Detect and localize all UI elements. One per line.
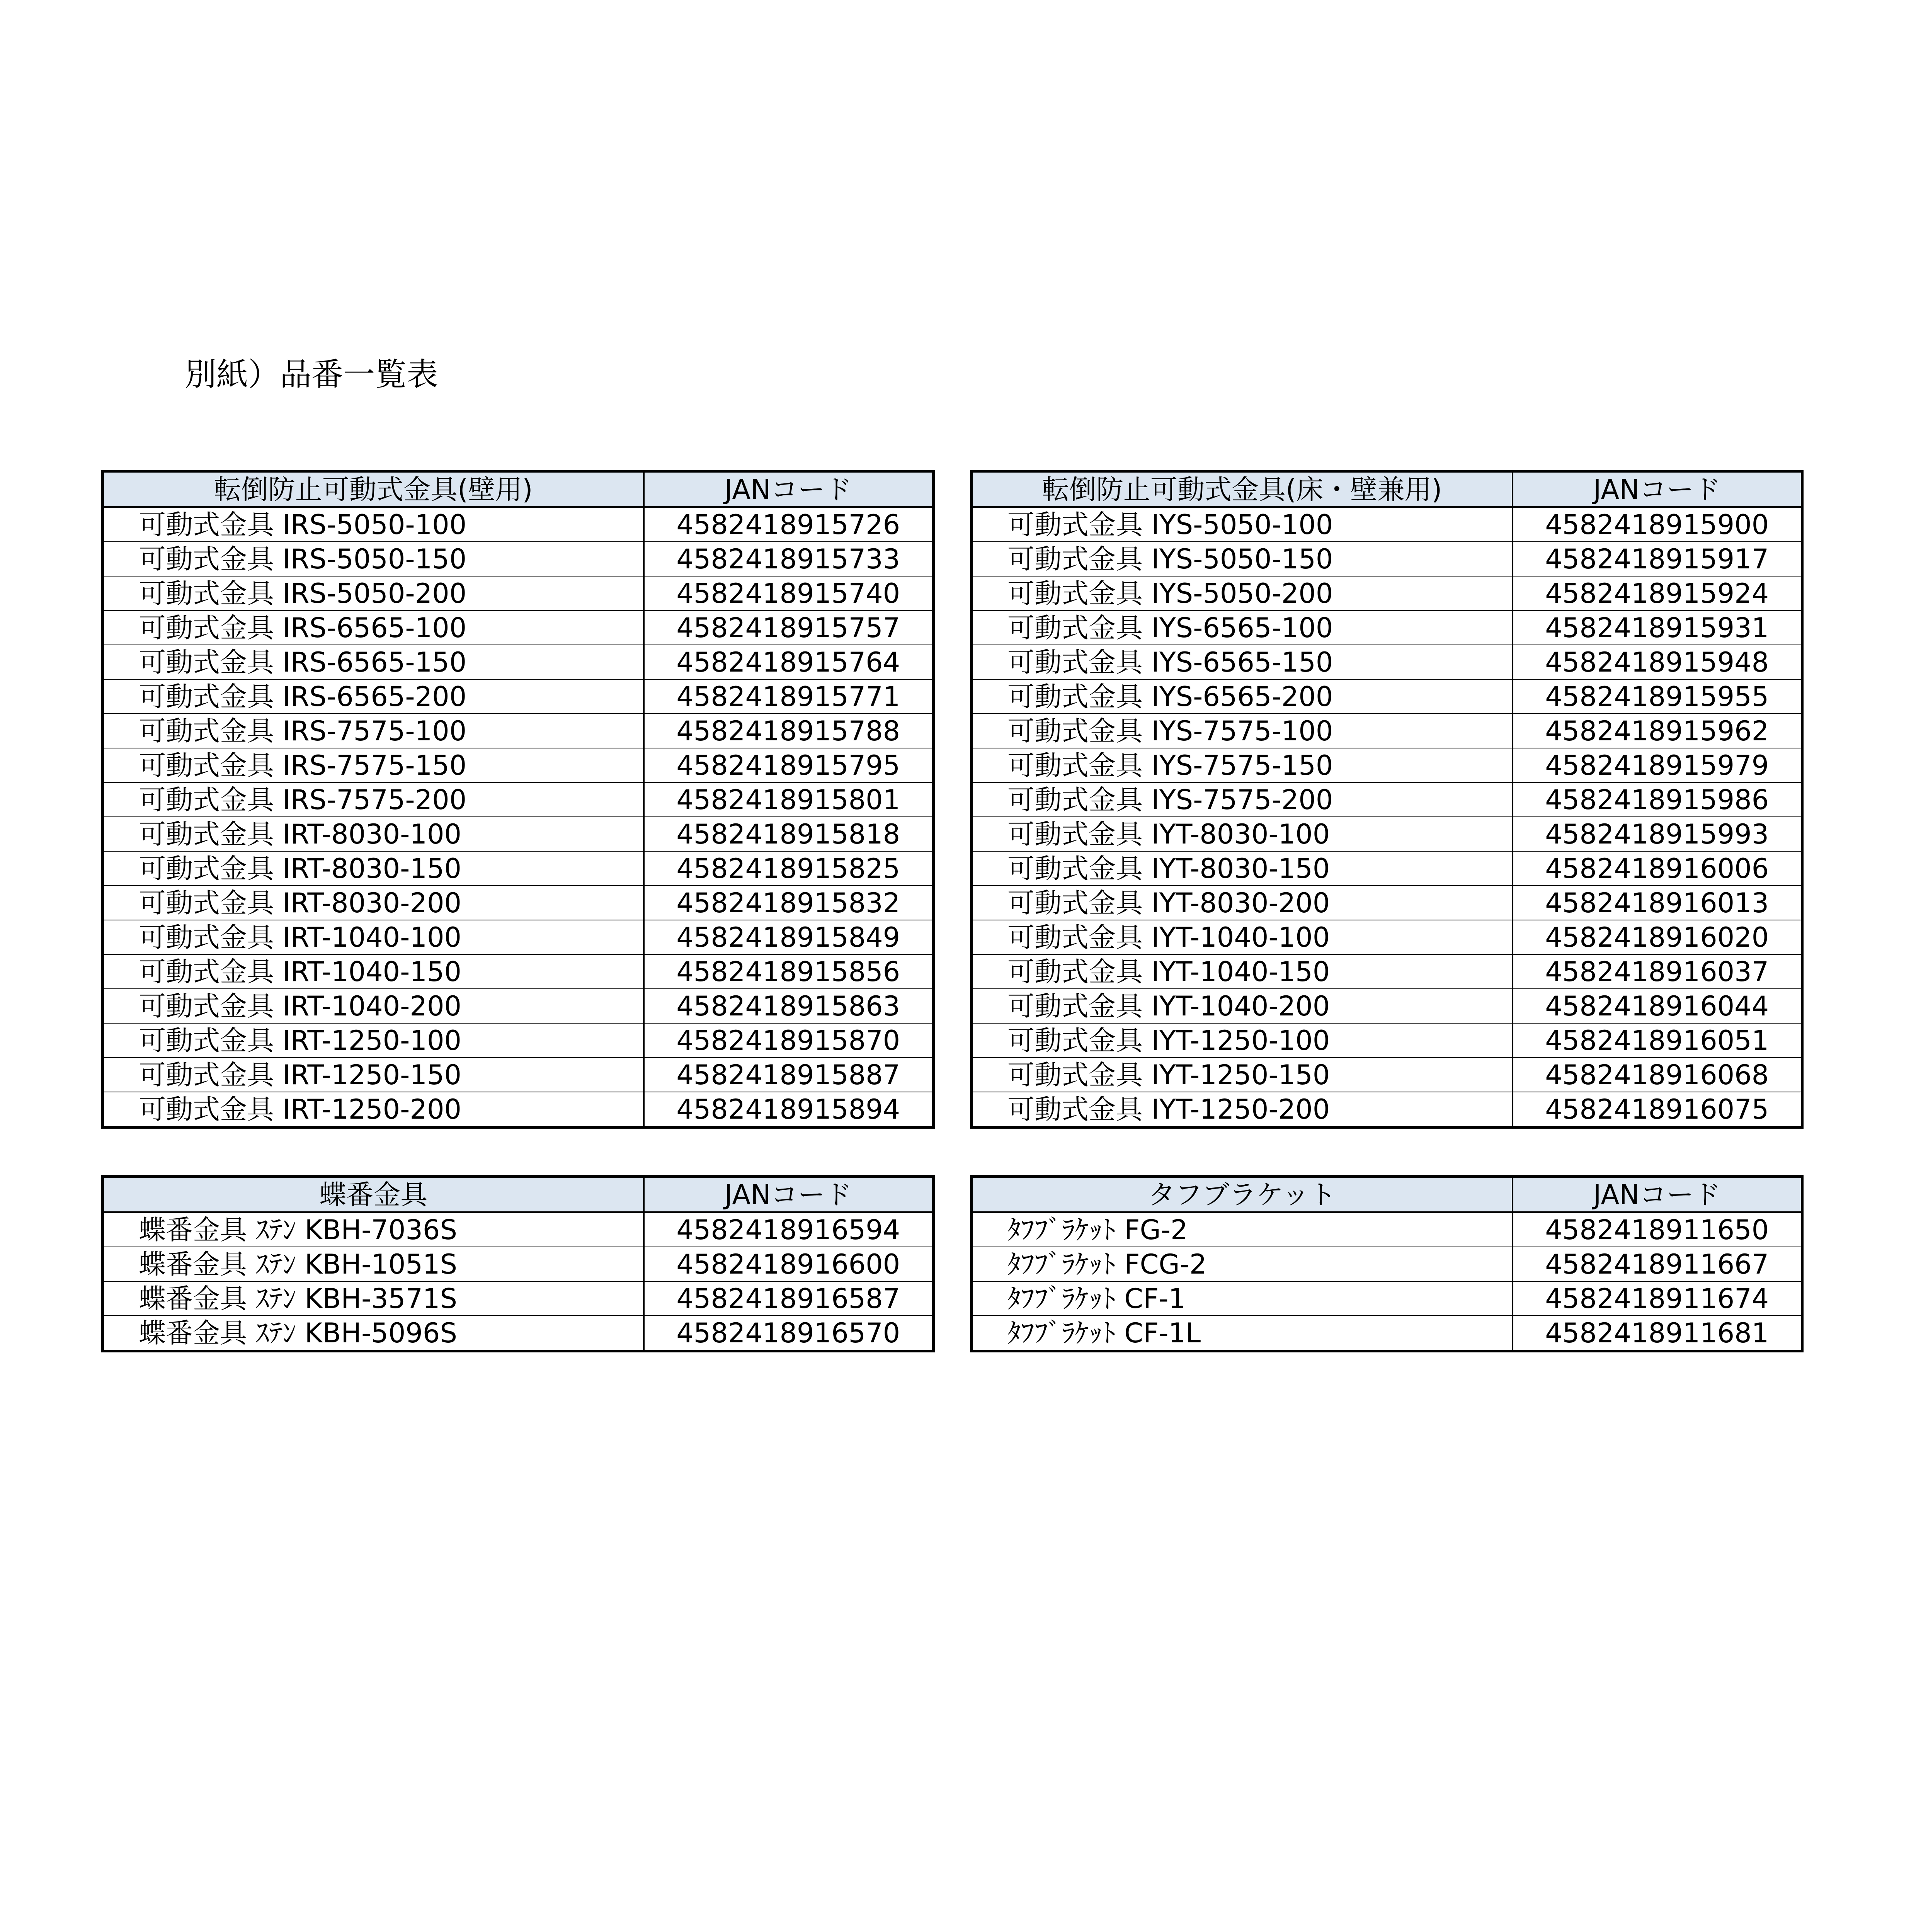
product-name-cell: 蝶番金具 ｽﾃﾝ KBH-3571S (103, 1281, 644, 1316)
product-name-cell: 可動式金具 IRT-1040-150 (103, 954, 644, 989)
jan-code-cell: 4582418916068 (1513, 1058, 1802, 1092)
product-name-cell: 可動式金具 IRT-8030-100 (103, 817, 644, 851)
jan-code-cell: 4582418915801 (644, 782, 934, 817)
jan-code-cell: 4582418915740 (644, 576, 934, 611)
table-row (103, 1092, 934, 1128)
jan-code-cell: 4582418915894 (644, 1092, 934, 1128)
table-row (103, 1058, 934, 1092)
table-row (103, 611, 934, 645)
product-name-cell: 可動式金具 IRS-7575-100 (103, 714, 644, 748)
table-row (103, 714, 934, 748)
table-row (972, 576, 1802, 611)
product-name-cell: 可動式金具 IRS-5050-200 (103, 576, 644, 611)
table-row (103, 507, 934, 542)
product-name-cell: 蝶番金具 ｽﾃﾝ KBH-5096S (103, 1316, 644, 1351)
table-row (972, 1092, 1802, 1128)
jan-code-cell: 4582418916075 (1513, 1092, 1802, 1128)
product-name-cell: 可動式金具 IRS-7575-150 (103, 748, 644, 782)
table-row (972, 1247, 1802, 1281)
tough-bracket-table (970, 1175, 1804, 1352)
table-row (103, 920, 934, 954)
jan-code-cell: 4582418911681 (1513, 1316, 1802, 1351)
jan-code-cell: 4582418915955 (1513, 679, 1802, 714)
table-row (103, 782, 934, 817)
jan-code-cell: 4582418916006 (1513, 851, 1802, 886)
jan-code-cell: 4582418915887 (644, 1058, 934, 1092)
table-row (972, 507, 1802, 542)
table-row (972, 1023, 1802, 1058)
product-name-cell: 可動式金具 IYT-1250-200 (972, 1092, 1513, 1128)
table-row (972, 920, 1802, 954)
product-name-cell: 可動式金具 IYT-1040-150 (972, 954, 1513, 989)
table-row (972, 782, 1802, 817)
jan-code-cell: 4582418911667 (1513, 1247, 1802, 1281)
jan-code-cell: 4582418911674 (1513, 1281, 1802, 1316)
jan-code-cell: 4582418915863 (644, 989, 934, 1023)
product-name-cell: 可動式金具 IYS-6565-100 (972, 611, 1513, 645)
product-name-cell: 可動式金具 IYS-7575-150 (972, 748, 1513, 782)
jan-code-cell: 4582418915733 (644, 542, 934, 576)
jan-code-cell: 4582418915986 (1513, 782, 1802, 817)
jan-code-cell: 4582418915856 (644, 954, 934, 989)
jan-code-cell: 4582418916037 (1513, 954, 1802, 989)
product-name-cell: 可動式金具 IRT-8030-200 (103, 886, 644, 920)
jan-code-cell: 4582418915962 (1513, 714, 1802, 748)
jan-code-cell: 4582418916051 (1513, 1023, 1802, 1058)
jan-code-cell: 4582418916020 (1513, 920, 1802, 954)
product-name-cell: 可動式金具 IRS-6565-150 (103, 645, 644, 679)
product-name-cell: 可動式金具 IYT-1250-100 (972, 1023, 1513, 1058)
product-name-cell: ﾀﾌﾌﾞﾗｹｯﾄ CF-1L (972, 1316, 1513, 1351)
table-row (103, 954, 934, 989)
product-name-cell: 可動式金具 IYS-6565-200 (972, 679, 1513, 714)
table-row (103, 576, 934, 611)
table-header-row (972, 471, 1802, 507)
product-name-cell: 可動式金具 IYT-8030-200 (972, 886, 1513, 920)
table-header-row (103, 1177, 934, 1213)
table-row (972, 714, 1802, 748)
table-row (972, 1281, 1802, 1316)
column-header-jan-code: JANコード (1513, 471, 1802, 507)
table-row (103, 989, 934, 1023)
table-row (972, 542, 1802, 576)
product-name-cell: 可動式金具 IRT-1250-100 (103, 1023, 644, 1058)
column-header-jan-code: JANコード (1513, 1177, 1802, 1213)
table-header-row (972, 1177, 1802, 1213)
jan-code-cell: 4582418915900 (1513, 507, 1802, 542)
jan-code-cell: 4582418915870 (644, 1023, 934, 1058)
table-row (972, 1212, 1802, 1247)
product-name-cell: ﾀﾌﾌﾞﾗｹｯﾄ CF-1 (972, 1281, 1513, 1316)
table-row (103, 1212, 934, 1247)
jan-code-cell: 4582418915948 (1513, 645, 1802, 679)
jan-code-cell: 4582418915818 (644, 817, 934, 851)
wall-mount-table (101, 470, 935, 1129)
product-name-cell: 可動式金具 IYT-1040-200 (972, 989, 1513, 1023)
column-header-product: タフブラケット (972, 1177, 1513, 1213)
jan-code-cell: 4582418916570 (644, 1316, 934, 1351)
product-name-cell: 可動式金具 IRS-6565-100 (103, 611, 644, 645)
table-row (972, 611, 1802, 645)
table-row (972, 645, 1802, 679)
table-row (103, 886, 934, 920)
hinge-table (101, 1175, 935, 1352)
table-row (972, 851, 1802, 886)
product-name-cell: ﾀﾌﾌﾞﾗｹｯﾄ FCG-2 (972, 1247, 1513, 1281)
jan-code-cell: 4582418915764 (644, 645, 934, 679)
table-row (103, 851, 934, 886)
table-row (972, 954, 1802, 989)
table-row (103, 1281, 934, 1316)
jan-code-cell: 4582418915924 (1513, 576, 1802, 611)
jan-code-cell: 4582418915917 (1513, 542, 1802, 576)
table-row (103, 1316, 934, 1351)
floor-wall-mount-table (970, 470, 1804, 1129)
product-name-cell: 可動式金具 IRS-6565-200 (103, 679, 644, 714)
page-title: 別紙）品番一覧表 (185, 356, 439, 393)
product-name-cell: 可動式金具 IRS-5050-100 (103, 507, 644, 542)
jan-code-cell: 4582418915788 (644, 714, 934, 748)
jan-code-cell: 4582418915771 (644, 679, 934, 714)
jan-code-cell: 4582418916587 (644, 1281, 934, 1316)
jan-code-cell: 4582418915979 (1513, 748, 1802, 782)
product-name-cell: 可動式金具 IYS-5050-150 (972, 542, 1513, 576)
table-row (103, 679, 934, 714)
jan-code-cell: 4582418915993 (1513, 817, 1802, 851)
jan-code-cell: 4582418916044 (1513, 989, 1802, 1023)
jan-code-cell: 4582418916013 (1513, 886, 1802, 920)
product-name-cell: 蝶番金具 ｽﾃﾝ KBH-7036S (103, 1212, 644, 1247)
column-header-product: 転倒防止可動式金具(壁用) (103, 471, 644, 507)
table-row (972, 748, 1802, 782)
product-name-cell: 可動式金具 IRT-1040-200 (103, 989, 644, 1023)
jan-code-cell: 4582418911650 (1513, 1212, 1802, 1247)
jan-code-cell: 4582418915757 (644, 611, 934, 645)
product-name-cell: 可動式金具 IRS-5050-150 (103, 542, 644, 576)
product-name-cell: ﾀﾌﾌﾞﾗｹｯﾄ FG-2 (972, 1212, 1513, 1247)
jan-code-cell: 4582418915849 (644, 920, 934, 954)
jan-code-cell: 4582418915825 (644, 851, 934, 886)
table-row (972, 1058, 1802, 1092)
product-name-cell: 可動式金具 IRT-1040-100 (103, 920, 644, 954)
jan-code-cell: 4582418915795 (644, 748, 934, 782)
product-name-cell: 可動式金具 IYS-6565-150 (972, 645, 1513, 679)
column-header-product: 蝶番金具 (103, 1177, 644, 1213)
jan-code-cell: 4582418915832 (644, 886, 934, 920)
table-row (103, 748, 934, 782)
product-name-cell: 可動式金具 IYS-5050-200 (972, 576, 1513, 611)
jan-code-cell: 4582418916600 (644, 1247, 934, 1281)
table-row (103, 645, 934, 679)
product-name-cell: 可動式金具 IYT-1250-150 (972, 1058, 1513, 1092)
product-name-cell: 可動式金具 IRT-8030-150 (103, 851, 644, 886)
table-row (972, 817, 1802, 851)
product-name-cell: 可動式金具 IRT-1250-200 (103, 1092, 644, 1128)
product-name-cell: 可動式金具 IRS-7575-200 (103, 782, 644, 817)
table-row (103, 1023, 934, 1058)
product-name-cell: 可動式金具 IYS-7575-200 (972, 782, 1513, 817)
product-name-cell: 可動式金具 IRT-1250-150 (103, 1058, 644, 1092)
jan-code-cell: 4582418915726 (644, 507, 934, 542)
table-header-row (103, 471, 934, 507)
table-row (972, 989, 1802, 1023)
table-row (972, 679, 1802, 714)
table-row (103, 817, 934, 851)
column-header-jan-code: JANコード (644, 1177, 934, 1213)
column-header-product: 転倒防止可動式金具(床・壁兼用) (972, 471, 1513, 507)
column-header-jan-code: JANコード (644, 471, 934, 507)
jan-code-cell: 4582418916594 (644, 1212, 934, 1247)
table-row (103, 1247, 934, 1281)
product-name-cell: 可動式金具 IYS-7575-100 (972, 714, 1513, 748)
product-name-cell: 可動式金具 IYS-5050-100 (972, 507, 1513, 542)
product-name-cell: 可動式金具 IYT-8030-100 (972, 817, 1513, 851)
product-name-cell: 可動式金具 IYT-8030-150 (972, 851, 1513, 886)
product-name-cell: 可動式金具 IYT-1040-100 (972, 920, 1513, 954)
jan-code-cell: 4582418915931 (1513, 611, 1802, 645)
table-row (972, 886, 1802, 920)
table-row (972, 1316, 1802, 1351)
product-name-cell: 蝶番金具 ｽﾃﾝ KBH-1051S (103, 1247, 644, 1281)
table-row (103, 542, 934, 576)
